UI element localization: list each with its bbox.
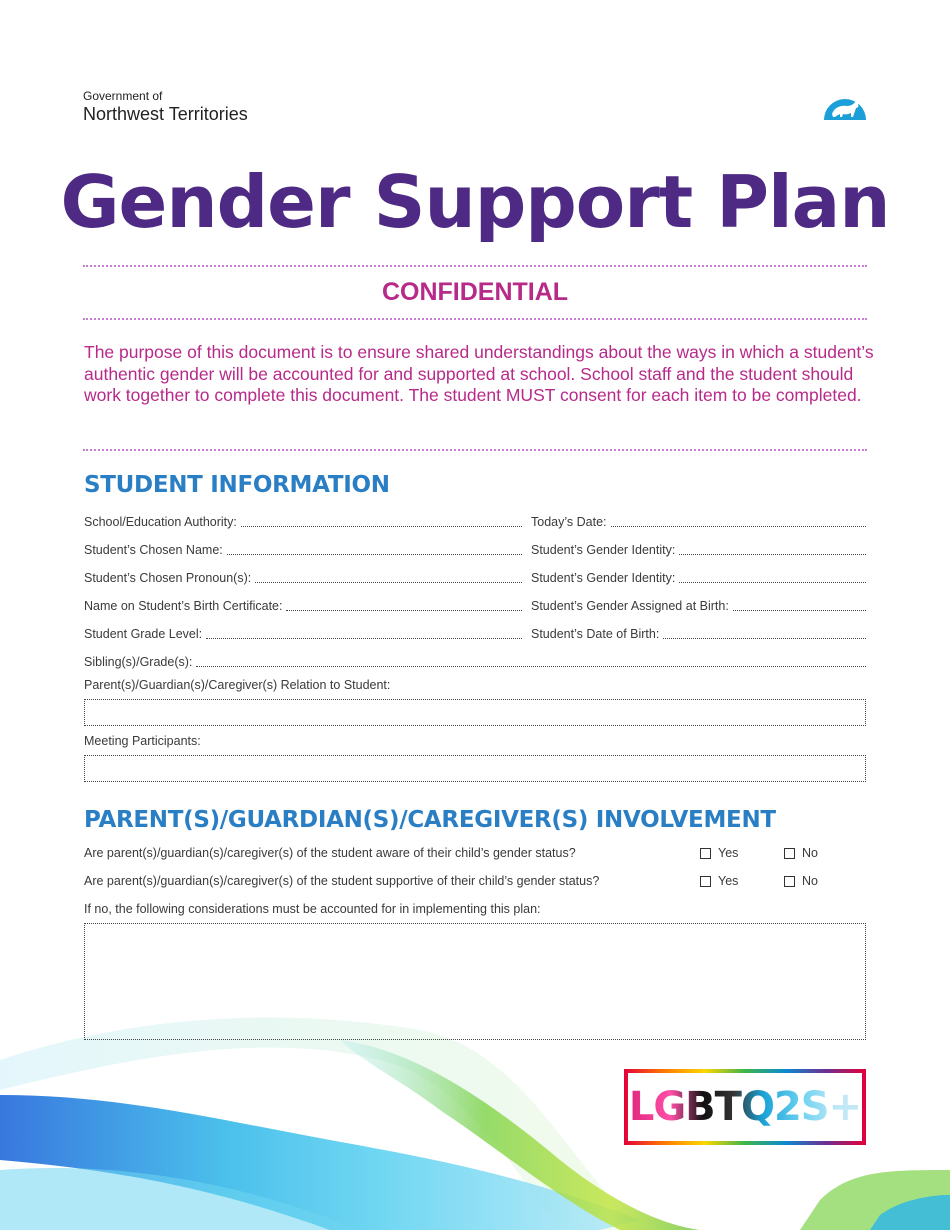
option-label: No <box>802 874 818 888</box>
input-line[interactable] <box>611 513 866 527</box>
input-line[interactable] <box>255 569 522 583</box>
parents-relation-input[interactable] <box>84 699 866 726</box>
input-line[interactable] <box>241 513 522 527</box>
involvement-heading: PARENT(S)/GUARDIAN(S)/CAREGIVER(S) INVOLVEMENT <box>84 807 776 833</box>
input-line[interactable] <box>286 597 522 611</box>
gender-identity-field[interactable] <box>531 537 866 557</box>
badge-text: LGBTQ2S+ <box>628 1084 862 1130</box>
if-no-label: If no, the following considerations must be accounted for in implementing this plan: <box>84 902 541 916</box>
input-line[interactable] <box>663 625 866 639</box>
field-label: Student’s Date of Birth: <box>531 627 660 641</box>
parents-relation-label: Parent(s)/Guardian(s)/Caregiver(s) Relation to Student: <box>84 678 391 692</box>
badge-inner <box>628 1073 862 1141</box>
checkbox[interactable] <box>700 848 711 859</box>
meeting-participants-label: Meeting Participants: <box>84 734 201 748</box>
question-aware: Are parent(s)/guardian(s)/caregiver(s) of the student aware of their child’s gender status? <box>84 846 576 860</box>
grade-level-field[interactable] <box>84 621 522 641</box>
gov-name-text: Northwest Territories <box>83 104 248 125</box>
field-label: Today’s Date: <box>531 515 607 529</box>
meeting-participants-input[interactable] <box>84 755 866 782</box>
input-line[interactable] <box>206 625 522 639</box>
chosen-name-field[interactable] <box>84 537 522 557</box>
lgbtq2s-badge <box>624 1069 866 1145</box>
question-supportive: Are parent(s)/guardian(s)/caregiver(s) of the student supportive of their child’s gender status? <box>84 874 600 888</box>
input-line[interactable] <box>227 541 522 555</box>
supportive-yes-option[interactable] <box>700 874 738 888</box>
considerations-input[interactable] <box>84 923 866 1040</box>
field-label: Student’s Gender Identity: <box>531 571 676 585</box>
divider <box>83 318 867 320</box>
field-label: Student’s Chosen Name: <box>84 543 223 557</box>
field-label: Name on Student’s Birth Certificate: <box>84 599 283 613</box>
checkbox[interactable] <box>700 876 711 887</box>
divider <box>83 449 867 451</box>
gender-assigned-field[interactable] <box>531 593 866 613</box>
chosen-pronouns-field[interactable] <box>84 565 522 585</box>
option-label: Yes <box>718 874 739 888</box>
input-line[interactable] <box>679 569 866 583</box>
checkbox[interactable] <box>784 876 795 887</box>
aware-yes-option[interactable] <box>700 846 738 860</box>
date-of-birth-field[interactable] <box>531 621 866 641</box>
page-title: Gender Support Plan <box>60 160 890 244</box>
gender-identity-field-2[interactable] <box>531 565 866 585</box>
polar-bear-logo-icon <box>822 84 868 124</box>
field-label: Student’s Gender Assigned at Birth: <box>531 599 729 613</box>
purpose-paragraph: The purpose of this document is to ensure shared understandings about the ways in which a student’s authentic gender will be accounted for and supported at school. School staff and the student should work together to complete this document. The student MUST consent for each item to be completed. <box>84 342 874 405</box>
field-label: Student’s Chosen Pronoun(s): <box>84 571 252 585</box>
field-label: School/Education Authority: <box>84 515 237 529</box>
confidential-label: CONFIDENTIAL <box>381 278 569 306</box>
student-information-heading: STUDENT INFORMATION <box>84 472 390 498</box>
school-authority-field[interactable] <box>84 509 522 529</box>
field-label: Sibling(s)/Grade(s): <box>84 655 193 669</box>
checkbox[interactable] <box>784 848 795 859</box>
field-label: Student’s Gender Identity: <box>531 543 676 557</box>
input-line[interactable] <box>679 541 866 555</box>
gov-small-text: Government of <box>83 89 163 103</box>
supportive-no-option[interactable] <box>784 874 818 888</box>
input-line[interactable] <box>733 597 866 611</box>
input-line[interactable] <box>196 653 866 667</box>
aware-no-option[interactable] <box>784 846 818 860</box>
birth-certificate-name-field[interactable] <box>84 593 522 613</box>
divider <box>83 265 867 267</box>
option-label: No <box>802 846 818 860</box>
siblings-field[interactable] <box>84 649 866 669</box>
todays-date-field[interactable] <box>531 509 866 529</box>
option-label: Yes <box>718 846 739 860</box>
government-wordmark <box>83 90 248 125</box>
field-label: Student Grade Level: <box>84 627 203 641</box>
